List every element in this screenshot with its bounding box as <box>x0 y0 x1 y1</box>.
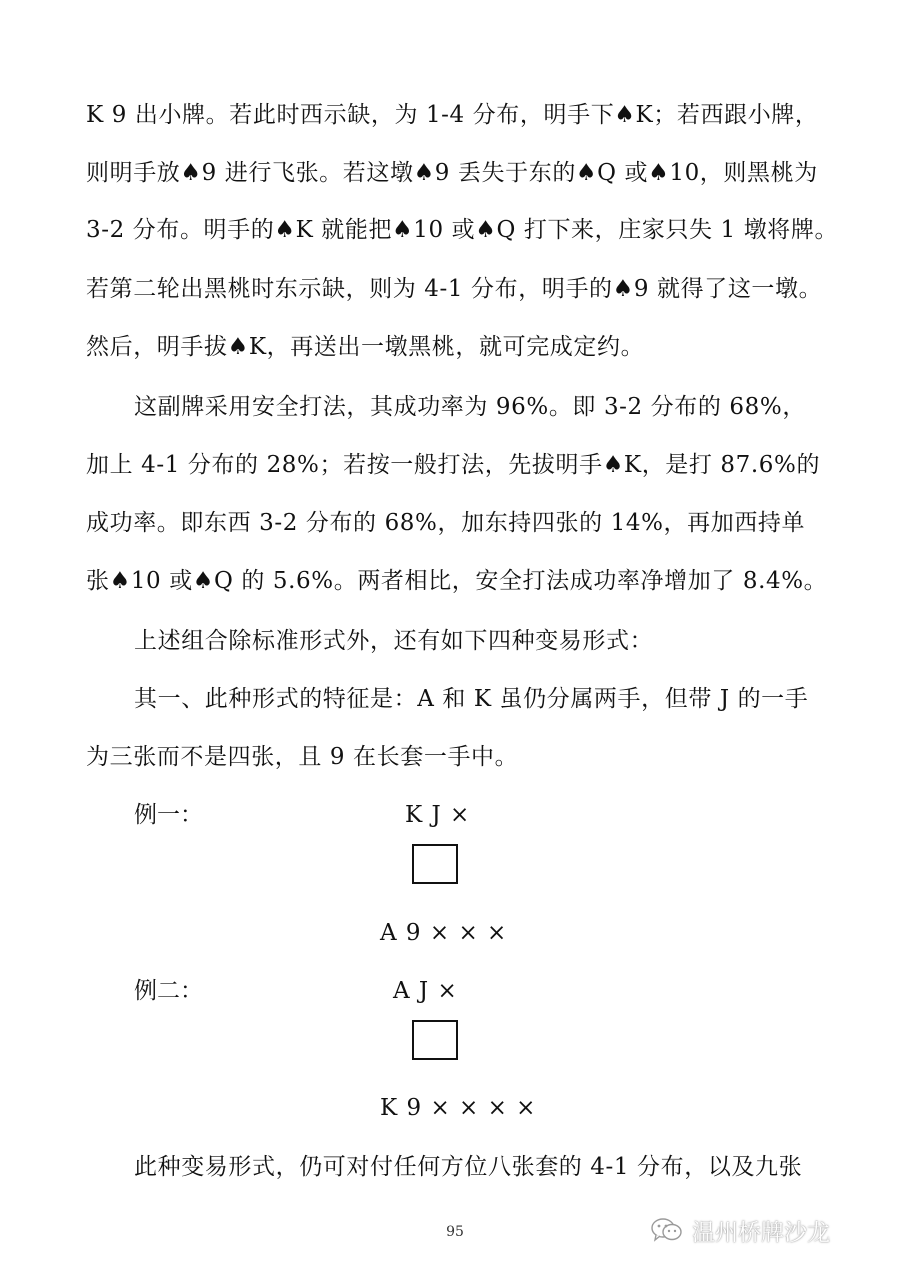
example-2-top-hand: A J × <box>393 978 458 1004</box>
text-line-6: 这副牌采用安全打法，其成功率为 96%。即 3-2 分布的 68%， <box>134 394 806 420</box>
watermark <box>650 1212 830 1248</box>
example-1-top-hand: K J × <box>405 802 471 828</box>
wechat-icon <box>650 1216 684 1244</box>
text-line-5: 然后，明手拔♠K，再送出一墩黑桃，就可完成定约。 <box>86 334 645 360</box>
example-1-table-diagram <box>412 844 458 884</box>
text-line-13: 此种变易形式，仍可对付任何方位八张套的 4-1 分布，以及九张 <box>134 1154 803 1180</box>
text-line-10: 上述组合除标准形式外，还有如下四种变易形式： <box>134 628 654 654</box>
text-line-8: 成功率。即东西 3-2 分布的 68%，加东持四张的 14%，再加西持单 <box>86 510 806 536</box>
example-1-label: 例一： <box>134 802 203 828</box>
text-line-2: 则明手放♠9 进行飞张。若这墩♠9 丢失于东的♠Q 或♠10，则黑桃为 <box>86 160 818 186</box>
watermark-text: 温州桥牌沙龙 <box>692 1219 830 1246</box>
text-line-7: 加上 4-1 分布的 28%；若按一般打法，先拔明手♠K，是打 87.6%的 <box>86 452 821 478</box>
example-2-bottom-hand: K 9 × × × × <box>380 1095 537 1121</box>
text-line-12: 为三张而不是四张，且 9 在长套一手中。 <box>86 744 519 770</box>
page-number: 95 <box>446 1224 464 1240</box>
text-line-1: K 9 出小牌。若此时西示缺，为 1-4 分布，明手下♠K；若西跟小牌， <box>86 102 819 128</box>
text-line-3: 3-2 分布。明手的♠K 就能把♠10 或♠Q 打下来，庄家只失 1 墩将牌。 <box>86 217 839 243</box>
text-line-4: 若第二轮出黑桃时东示缺，则为 4-1 分布，明手的♠9 就得了这一墩。 <box>86 276 823 302</box>
text-line-11: 其一、此种形式的特征是：A 和 K 虽仍分属两手，但带 J 的一手 <box>134 686 809 712</box>
example-2-table-diagram <box>412 1020 458 1060</box>
example-2-label: 例二： <box>134 978 203 1004</box>
example-1-bottom-hand: A 9 × × × <box>380 920 508 946</box>
text-line-9: 张♠10 或♠Q 的 5.6%。两者相比，安全打法成功率净增加了 8.4%。 <box>86 568 828 594</box>
